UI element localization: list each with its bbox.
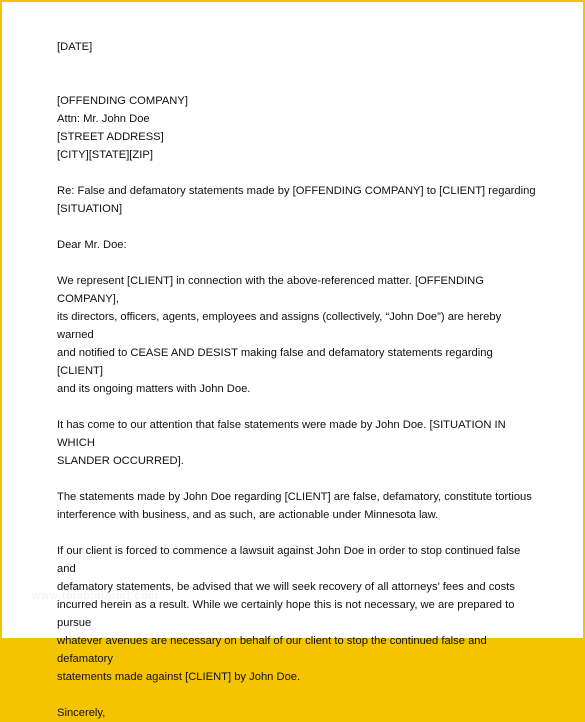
paragraph-line: interference with business, and as such, are actionable under Minnesota law. xyxy=(57,509,439,521)
paragraph-line: its directors, officers, agents, employees and assigns (collectively, “John Doe”) are hereby warned xyxy=(57,311,502,341)
re-line-2: [SITUATION] xyxy=(57,203,123,215)
paragraph-line: SLANDER OCCURRED]. xyxy=(57,455,184,467)
re-line-1: Re: False and defamatory statements made by [OFFENDING COMPANY] to [CLIENT] regarding xyxy=(57,185,536,197)
paragraph-3 xyxy=(57,488,537,524)
paragraph-line: incurred herein as a result. While we certainly hope this is not necessary, we are prepared to pursue xyxy=(57,599,515,629)
recipient-attn: Attn: Mr. John Doe xyxy=(57,113,150,125)
paragraph-line: If our client is forced to commence a lawsuit against John Doe in order to stop continued false and xyxy=(57,545,521,575)
watermark: www.templatenet.com xyxy=(32,590,159,602)
paragraph-line: We represent [CLIENT] in connection with the above-referenced matter. [OFFENDING COMPANY], xyxy=(57,275,484,305)
date-line: [DATE] xyxy=(57,41,93,53)
recipient-street: [STREET ADDRESS] xyxy=(57,131,164,143)
paragraph-1 xyxy=(57,272,537,398)
paragraph-line: whatever avenues are necessary on behalf of our client to stop the continued false and defamatory xyxy=(57,635,487,665)
paragraph-line: It has come to our attention that false statements were made by John Doe. [SITUATION IN WHICH xyxy=(57,419,506,449)
paragraph-line: statements made against [CLIENT] by John Doe. xyxy=(57,671,301,683)
paragraph-line: and notified to CEASE AND DESIST making false and defamatory statements regarding [CLIENT] xyxy=(57,347,493,377)
recipient-city: [CITY][STATE][ZIP] xyxy=(57,149,153,161)
letter-body xyxy=(57,38,537,722)
paragraph-4 xyxy=(57,542,537,686)
re-line xyxy=(57,182,537,218)
paragraph-2 xyxy=(57,416,537,470)
page-frame xyxy=(2,2,583,719)
salutation: Dear Mr. Doe: xyxy=(57,239,127,251)
closing: Sincerely, xyxy=(57,707,106,719)
recipient-address xyxy=(57,92,537,164)
paragraph-line: defamatory statements, be advised that we will seek recovery of all attorneys’ fees and costs xyxy=(57,581,515,593)
paragraph-line: and its ongoing matters with John Doe. xyxy=(57,383,251,395)
recipient-company: [OFFENDING COMPANY] xyxy=(57,95,188,107)
paragraph-line: The statements made by John Doe regarding [CLIENT] are false, defamatory, constitute tortious xyxy=(57,491,532,503)
